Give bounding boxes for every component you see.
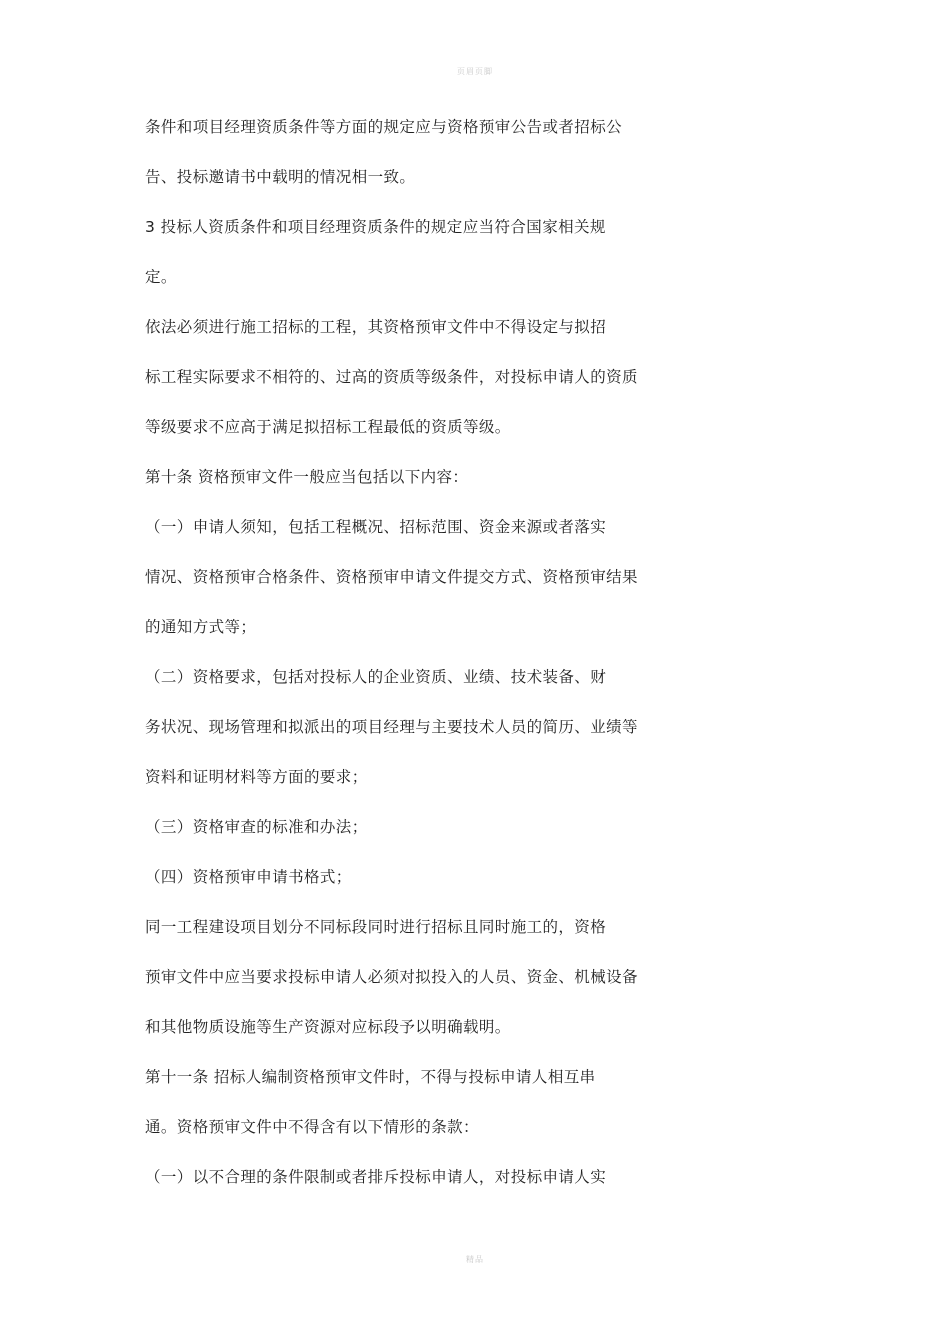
text-line: 同一工程建设项目划分不同标段同时进行招标且同时施工的，资格 [145,918,607,936]
text-line: 和其他物质设施等生产资源对应标段予以明确载明。 [145,1018,511,1036]
text-line: 告、投标邀请书中载明的情况相一致。 [145,168,416,186]
footer-watermark: 精品 [466,1255,484,1264]
text-line: 情况、资格预审合格条件、资格预审申请文件提交方式、资格预审结果 [145,568,638,586]
text-line: （二）资格要求，包括对投标人的企业资质、业绩、技术装备、财 [145,668,607,686]
text-line: 资料和证明材料等方面的要求； [145,768,368,786]
text-line: 等级要求不应高于满足拟招标工程最低的资质等级。 [145,418,511,436]
text-line: 预审文件中应当要求投标申请人必须对拟投入的人员、资金、机械设备 [145,968,638,986]
text-line: （一）申请人须知，包括工程概况、招标范围、资金来源或者落实 [145,518,607,536]
text-line: 通。资格预审文件中不得含有以下情形的条款： [145,1118,479,1136]
text-line: （四）资格预审申请书格式； [145,868,352,886]
text-line: 定。 [145,268,177,286]
text-line: 条件和项目经理资质条件等方面的规定应与资格预审公告或者招标公 [145,118,623,136]
text-line: 务状况、现场管理和拟派出的项目经理与主要技术人员的简历、业绩等 [145,718,638,736]
text-line: （一）以不合理的条件限制或者排斥投标申请人，对投标申请人实 [145,1168,607,1186]
text-line: 依法必须进行施工招标的工程，其资格预审文件中不得设定与拟招 [145,318,607,336]
header-watermark: 页眉页脚 [457,67,493,76]
text-line: （三）资格审查的标准和办法； [145,818,368,836]
text-line: 3 投标人资质条件和项目经理资质条件的规定应当符合国家相关规 [145,218,606,236]
text-line: 的通知方式等； [145,618,257,636]
article-heading-11: 第十一条 招标人编制资格预审文件时，不得与投标申请人相互串 [145,1068,596,1086]
document-body [145,114,705,1214]
text-line: 标工程实际要求不相符的、过高的资质等级条件，对投标申请人的资质 [145,368,638,386]
article-heading-10: 第十条 资格预审文件一般应当包括以下内容： [145,468,469,486]
